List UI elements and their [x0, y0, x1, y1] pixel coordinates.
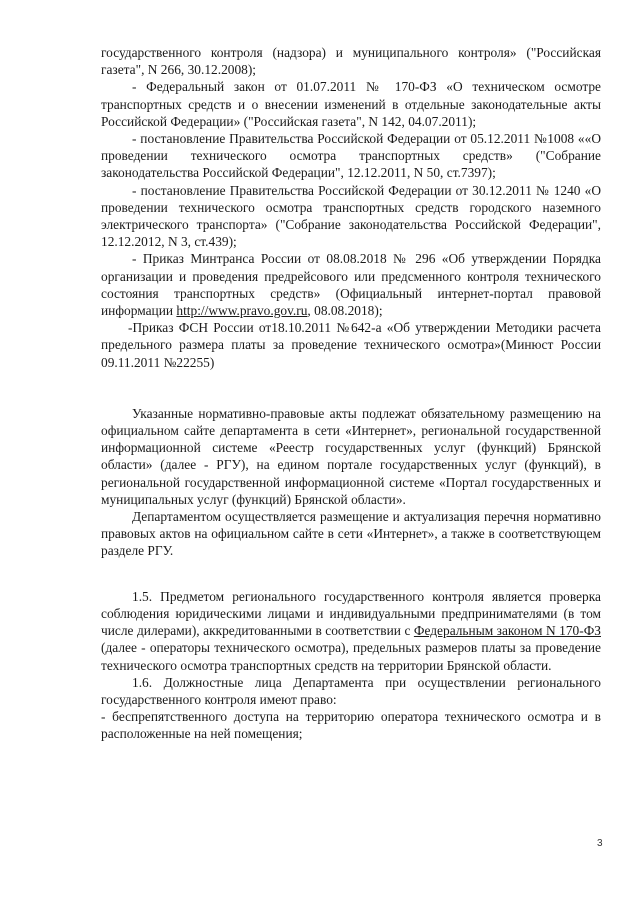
paragraph-federal-law-170: - Федеральный закон от 01.07.2011 № 170-ФЗ «О техническом осмотре транспортных средств и о внесении изменений в отдельные законодательные акты Российской Федерации» ("Российская газета", N 142, 04.07.2011); — [101, 79, 601, 129]
federal-law-170-link[interactable]: Федеральным законом N 170-ФЗ — [413, 623, 601, 639]
pravo-gov-link[interactable]: http://www.pravo.gov.ru — [176, 303, 308, 319]
document-page — [101, 44, 601, 743]
order-296-date: , 08.08.2018); — [307, 303, 383, 319]
paragraph-right-of-access: - беспрепятственного доступа на территорию оператора технического осмотра и в расположенные на ней помещения; — [101, 709, 601, 742]
paragraph-decree-1240: - постановление Правительства Российской Федерации от 30.12.2011 № 1240 «О проведении технического осмотра транспортных средств городского наземного электрического транспорта» ("Собрание законодательства Российской Федерации", 12.12.2012, N 3, ст.439); — [101, 182, 601, 250]
section-1-5-text: 1.5. Предметом регионального государственного контроля является проверка соблюдения юридическими лицами и индивидуальными предпринимателями (в том числе дилерами), аккредитованными в соответствии с — [101, 588, 601, 639]
paragraph-law-continuation: государственного контроля (надзора) и муниципального контроля» ("Российская газета", N 266, 30.12.2008); — [101, 45, 601, 78]
paragraph-section-1-5 — [101, 588, 601, 674]
paragraph-spacer — [101, 560, 601, 588]
paragraph-publication-requirement: Указанные нормативно-правовые акты подлежат обязательному размещению на официальном сайте департамента в сети «Интернет», региональной государственной информационной системе «Реестр государственных услуг (функций) Брянской области» (далее - РГУ), на едином портале государственных услуг (функций), в региональной государственной информационной системе «Портал государственных и муниципальных услуг (функций) Брянской области». — [101, 405, 601, 507]
order-296-text: - Приказ Минтранса России от 08.08.2018 № 296 «Об утверждении Порядка организации и проведения предрейсового или предсменного контроля технического состояния транспортных средств» (Официальный интернет-портал правовой информации — [101, 251, 601, 319]
paragraph-decree-1008: - постановление Правительства Российской Федерации от 05.12.2011 №1008 ««О проведении технического осмотра транспортных средств» ("Собрание законодательства Российской Федерации", 12.12.2011, N 50, ст.7397); — [101, 131, 601, 181]
paragraph-spacer — [101, 371, 601, 405]
paragraph-department-publication: Департаментом осуществляется размещение и актуализация перечня нормативно правовых актов на официальном сайте в сети «Интернет», а также в соответствующем разделе РГУ. — [101, 509, 601, 559]
section-1-5-text-end: (далее - операторы технического осмотра), предельных размеров платы за проведение технического осмотра транспортных средств на территории Брянской области. — [101, 640, 601, 673]
paragraph-order-642a: -Приказ ФСН России от18.10.2011 №642-а «Об утверждении Методики расчета предельного размера платы за проведение технического осмотра»(Минюст России 09.11.2011 №22255) — [101, 320, 601, 370]
paragraph-section-1-6: 1.6. Должностные лица Департамента при осуществлении регионального государственного контроля имеют право: — [101, 674, 601, 707]
page-number: 3 — [597, 838, 603, 849]
paragraph-order-296 — [101, 250, 601, 319]
